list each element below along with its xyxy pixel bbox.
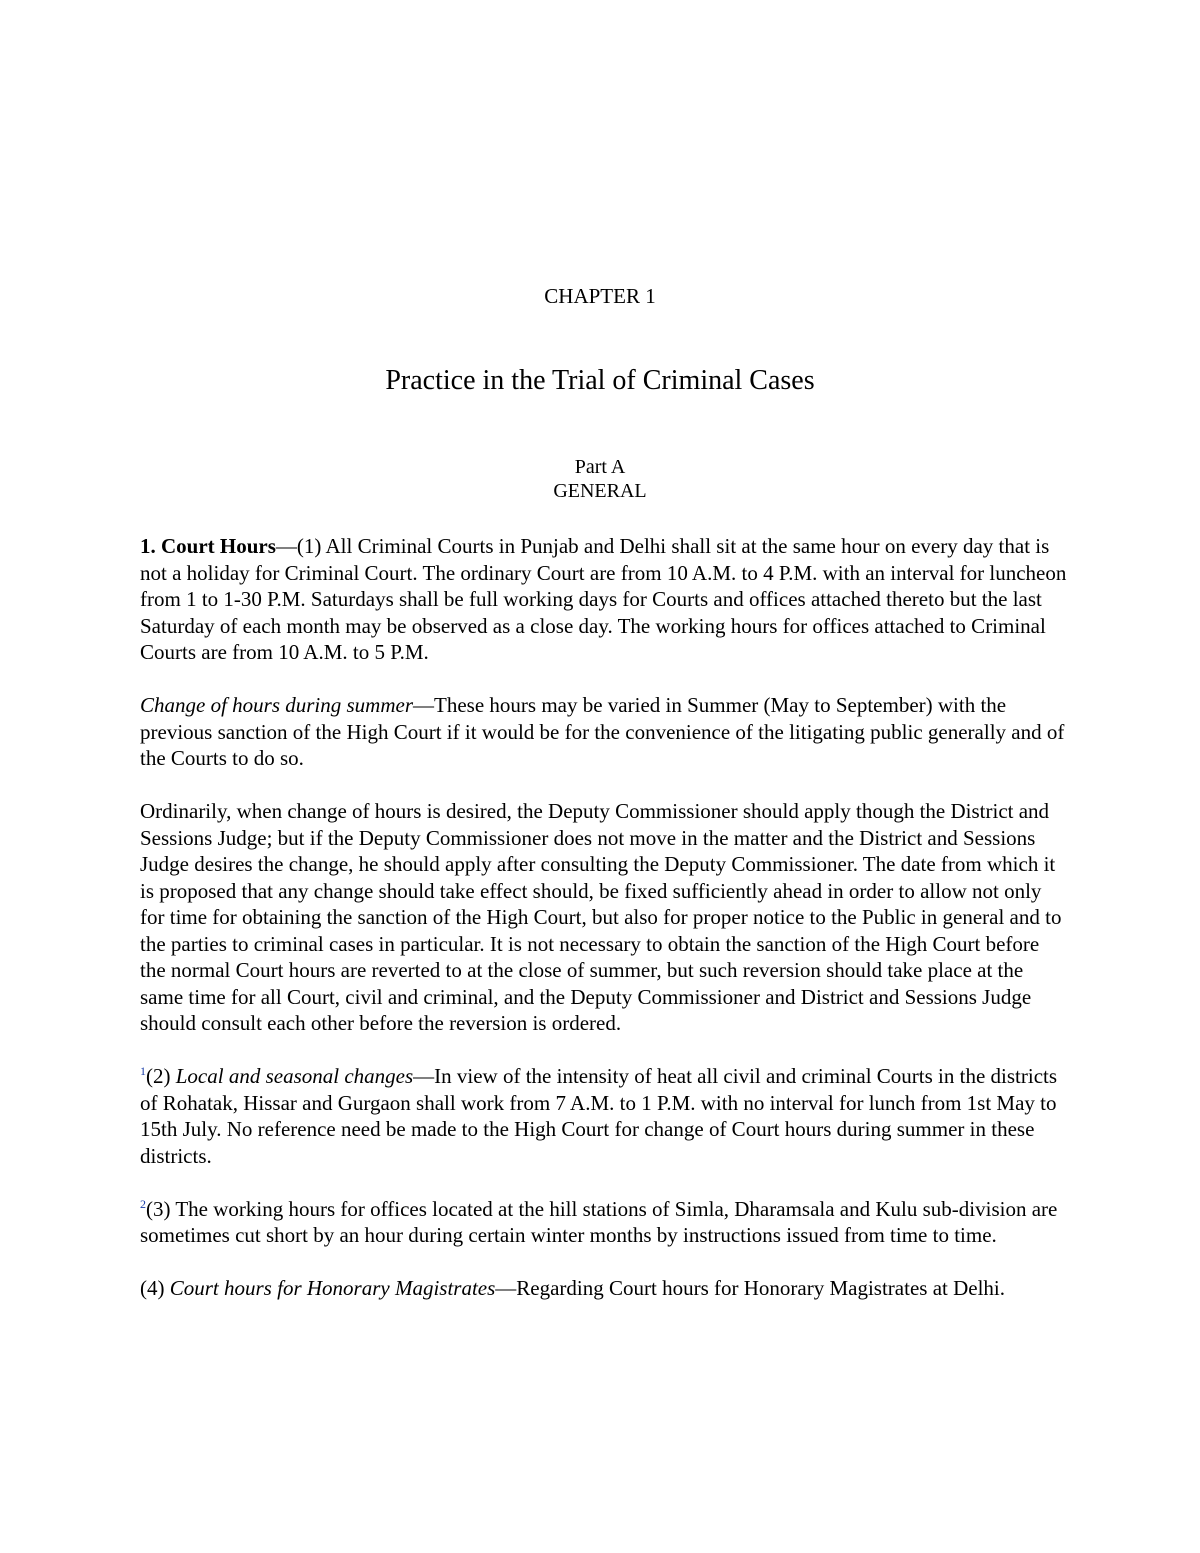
part-label: Part A xyxy=(574,456,626,478)
paragraph-local-changes xyxy=(140,1063,1070,1169)
local-heading: Local and seasonal changes xyxy=(175,1064,414,1088)
honorary-text: —Regarding Court hours for Honorary Magistrates at Delhi. xyxy=(495,1276,1006,1300)
paragraph-hill-stations xyxy=(140,1196,1070,1249)
summer-text: —These hours may be varied in Summer (May to September) with the previous sanction of the High Court if it would be for the convenience of the litigating public generally and of the Courts to do so. xyxy=(140,693,1065,770)
footnote-link-1[interactable]: 1 xyxy=(140,1064,146,1078)
paragraph-ordinarily xyxy=(140,798,1070,1037)
honorary-number: (4) xyxy=(140,1276,170,1300)
document-body xyxy=(140,533,1070,1302)
honorary-heading: Court hours for Honorary Magistrates xyxy=(169,1276,496,1300)
section-heading: 1. Court Hours xyxy=(140,534,276,558)
part-name: GENERAL xyxy=(553,480,647,502)
summer-heading: Change of hours during summer xyxy=(140,693,414,717)
paragraph-court-hours xyxy=(140,533,1070,666)
local-number: (2) xyxy=(146,1064,176,1088)
chapter-label: CHAPTER 1 xyxy=(544,284,656,308)
section-dash: — xyxy=(275,534,297,558)
paragraph-honorary xyxy=(140,1275,1070,1302)
part-heading xyxy=(0,455,1200,503)
ordinarily-text: Ordinarily, when change of hours is desired, the Deputy Commissioner should apply though the District and Sessions Judge; but if the Deputy Commissioner does not move in the matter and the District and Sessions Judge desires the change, he should apply after consulting the Deputy Commissioner. The date from which it is proposed that any change should take effect should, be fixed sufficiently ahead in order to allow not only for time for obtaining the sanction of the High Court, but also for proper notice to the Public in general and to the parties to criminal cases in particular. It is not necessary to obtain the sanction of the High Court before the normal Court hours are reverted to at the close of summer, but such reversion should take place at the same time for all Court, civil and criminal, and the Deputy Commissioner and District and Sessions Judge should consult each other before the reversion is ordered. xyxy=(140,799,1062,1035)
section-text: (1) All Criminal Courts in Punjab and Delhi shall sit at the same hour on every day that is not a holiday for Criminal Court. The ordinary Court are from 10 A.M. to 4 P.M. with an interval for luncheon from 1 to 1-30 P.M. Saturdays shall be full working days for Courts and offices attached thereto but the last Saturday of each month may be observed as a close day. The working hours for offices attached to Criminal Courts are from 10 A.M. to 5 P.M. xyxy=(140,534,1067,664)
footnote-link-2[interactable]: 2 xyxy=(140,1196,146,1211)
paragraph-summer xyxy=(140,692,1070,772)
chapter-title: Practice in the Trial of Criminal Cases xyxy=(385,365,815,396)
hill-text: (3) The working hours for offices located at the hill stations of Simla, Dharamsala and Kulu sub-division are sometimes cut short by an hour during certain winter months by instructions issued from time to time. xyxy=(140,1196,1058,1247)
local-text: —In view of the intensity of heat all civil and criminal Courts in the districts of Rohatak, Hissar and Gurgaon shall work from 7 A.M. to 1 P.M. with no interval for lunch from 1st May to 15th July. No reference need be made to the High Court for change of Court hours during summer in these districts. xyxy=(140,1064,1058,1168)
